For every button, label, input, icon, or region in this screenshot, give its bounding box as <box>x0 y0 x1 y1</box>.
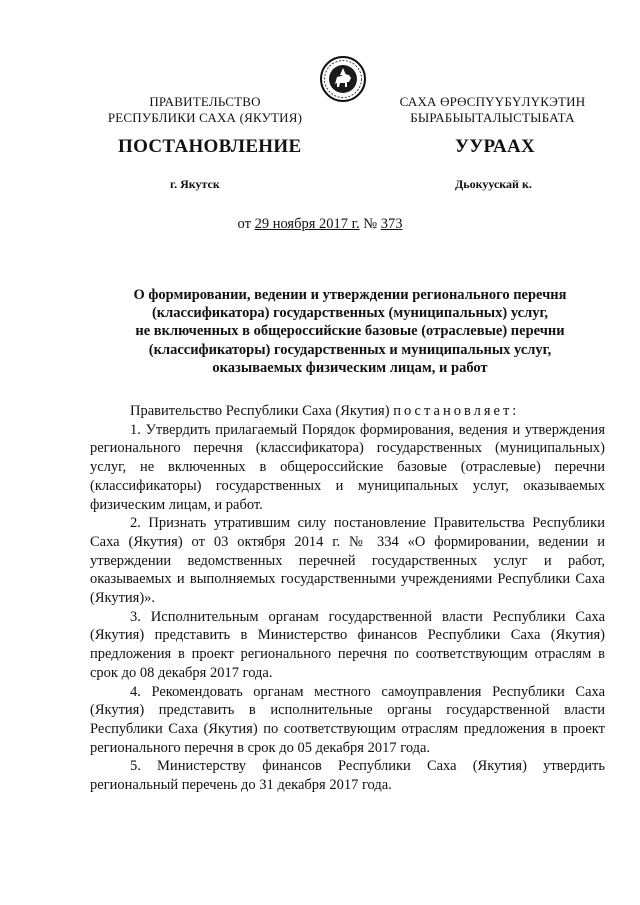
city-sakha: Дьокуускай к. <box>455 177 532 191</box>
document-type-ru: ПОСТАНОВЛЕНИЕ <box>118 136 302 157</box>
paragraph-5: 5. Министерству финансов Республики Саха (Якутия) утвердить региональный перечень до 31 декабря 2017 года. <box>90 758 605 794</box>
document-heading <box>100 286 600 377</box>
intro-text: Правительство Республики Саха (Якутия) <box>130 403 394 419</box>
government-line-2: РЕСПУБЛИКИ САХА (ЯКУТИЯ) <box>107 110 303 125</box>
city-ru: г. Якутск <box>170 177 220 191</box>
heading-line: (классификатора) государственных (муниципальных) услуг, <box>151 305 549 322</box>
heading-line: О формировании, ведении и утверждении регионального перечня <box>133 287 567 303</box>
government-name-ru <box>100 94 310 126</box>
paragraph-2: 2. Признать утратившим силу постановление Правительства Республики Саха (Якутия) от 03 октября 2014 г. № 334 «О формировании, ведении и утверждении ведомственных перечней государственных услуг и работ, оказываемых и выполняемых государственными учреждениями Республики Саха (Якутия)». <box>90 515 605 607</box>
document-type-sakha: УУРААХ <box>455 136 536 157</box>
document-body <box>90 402 605 795</box>
government-sakha-line-2: БЫРАБЫЫТАЛЫСТЫБАТА <box>410 110 575 125</box>
paragraph-1: 1. Утвердить прилагаемый Порядок формирования, ведения и утверждения регионального перечня (классификатора) государственных (муниципальных) услуг, не включенных в общероссийские базовые (отраслевые) перечни (классификаторы) государственных и муниципальных услуг, оказываемых физическим лицам, и работ. <box>90 421 605 513</box>
number-prefix: № <box>359 216 381 232</box>
date-number-line <box>0 216 640 233</box>
government-name-sakha <box>380 94 605 126</box>
intro-spaced-verb: постановляет: <box>393 403 520 419</box>
document-number: 373 <box>380 216 403 232</box>
government-sakha-line-1: САХА ӨРӨСПҮҮБҮЛҮКЭТИН <box>399 94 586 109</box>
heading-line: (классификаторы) государственных и муниципальных услуг, <box>148 341 552 358</box>
date-prefix: от <box>237 216 255 232</box>
heading-line: не включенных в общероссийские базовые (отраслевые) перечни <box>135 323 565 340</box>
coat-of-arms-icon <box>319 55 367 103</box>
government-line-1: ПРАВИТЕЛЬСТВО <box>149 94 261 109</box>
paragraph-4: 4. Рекомендовать органам местного самоуправления Республики Саха (Якутия) представить в исполнительные органы государственной власти Республики Саха (Якутия) по соответствующим отраслям предложения в проект регионального перечня в срок до 05 декабря 2017 года. <box>90 683 605 756</box>
intro-paragraph <box>90 402 605 421</box>
document-date: 29 ноября 2017 г. <box>254 216 360 232</box>
heading-line: оказываемых физическим лицам, и работ <box>212 359 488 376</box>
paragraph-3: 3. Исполнительным органам государственной власти Республики Саха (Якутия) представить в Министерство финансов Республики Саха (Якутия) предложения в проект регионального перечня по соответствующим отраслям в срок до 08 декабря 2017 года. <box>90 608 605 681</box>
